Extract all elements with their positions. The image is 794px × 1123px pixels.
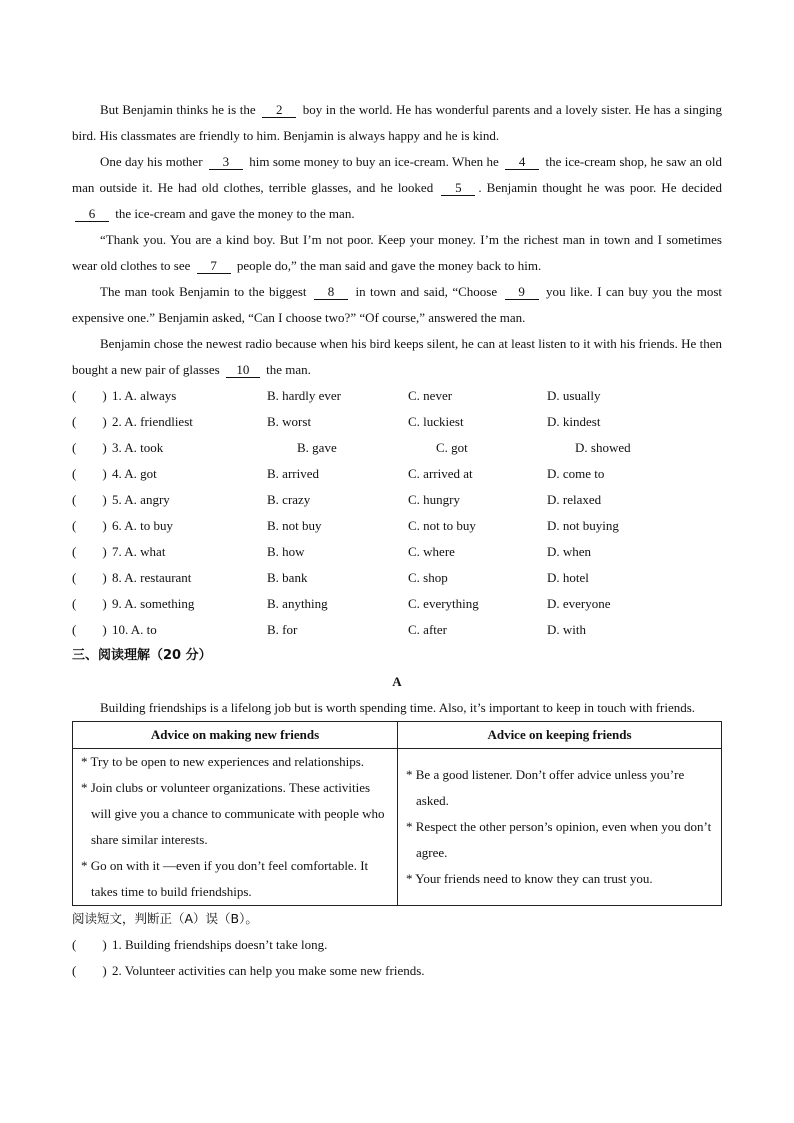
option-b: B. hardly ever	[267, 388, 342, 403]
answer-bracket[interactable]: ( )	[72, 622, 107, 637]
answer-bracket[interactable]: ( )	[72, 570, 107, 585]
question-row	[72, 409, 722, 435]
blank-3: 3	[209, 154, 243, 170]
advice-item: * Try to be open to new experiences and relationships.	[81, 754, 365, 769]
question-row	[72, 565, 722, 591]
answer-bracket[interactable]: ( )	[72, 596, 107, 611]
answer-bracket[interactable]: ( )	[72, 492, 107, 507]
table-header-keeping-friends: Advice on keeping friends	[398, 722, 722, 749]
option-a: 5. A. angry	[112, 492, 170, 507]
option-a: 6. A. to buy	[112, 518, 174, 533]
option-a: 1. A. always	[112, 388, 177, 403]
option-c: C. arrived at	[408, 466, 473, 481]
option-d: D. everyone	[547, 596, 611, 611]
option-c: C. where	[408, 544, 455, 559]
answer-bracket[interactable]: ( )	[72, 518, 107, 533]
blank-6: 6	[75, 206, 109, 222]
blank-4: 4	[505, 154, 539, 170]
option-d: D. not buying	[547, 518, 619, 533]
answer-bracket[interactable]: ( )	[72, 466, 107, 481]
option-d: D. hotel	[547, 570, 589, 585]
option-a: 8. A. restaurant	[112, 570, 192, 585]
section-heading: 三、阅读理解（20 分）	[72, 648, 212, 663]
table-header-making-friends: Advice on making new friends	[73, 722, 398, 749]
option-c: C. luckiest	[408, 414, 464, 429]
reading-intro: Building friendships is a lifelong job but is worth spending time. Also, it’s important to keep in touch with friends.	[100, 700, 696, 715]
answer-bracket[interactable]: ( )	[72, 544, 107, 559]
advice-item: * Respect the other person’s opinion, even when you don’t agree.	[406, 819, 712, 860]
tf-question-row	[72, 932, 722, 958]
option-d: D. relaxed	[547, 492, 602, 507]
question-row	[72, 617, 722, 643]
blank-2: 2	[262, 102, 296, 118]
option-a: 9. A. something	[112, 596, 195, 611]
advice-cell-keeping	[398, 749, 722, 906]
tf-question-text: 2. Volunteer activities can help you make some new friends.	[112, 963, 425, 978]
answer-bracket[interactable]: ( )	[72, 963, 107, 978]
blank-10: 10	[226, 362, 260, 378]
option-b: B. bank	[267, 570, 308, 585]
advice-item: * Your friends need to know they can trust you.	[406, 871, 653, 886]
question-row	[72, 539, 722, 565]
question-row	[72, 435, 722, 461]
option-d: D. with	[547, 622, 586, 637]
passage-paragraph: “Thank you. You are a kind boy. But I’m not poor. Keep your money. I’m the richest man in town and I sometimes wear old clothes to see 7 people do,” the man said and gave the money back to him.	[72, 232, 722, 273]
blank-7: 7	[197, 258, 231, 274]
option-d: D. kindest	[547, 414, 601, 429]
option-d: D. when	[547, 544, 592, 559]
option-d: D. come to	[547, 466, 605, 481]
passage-paragraph: The man took Benjamin to the biggest 8 in town and said, “Choose 9 you like. I can buy you the most expensive one.” Benjamin asked, “Can I choose two?” “Of course,” answered the man.	[72, 284, 722, 325]
option-b: B. gave	[297, 440, 337, 455]
option-c: C. everything	[408, 596, 479, 611]
advice-item: * Be a good listener. Don’t offer advice unless you’re asked.	[406, 767, 685, 808]
answer-bracket[interactable]: ( )	[72, 414, 107, 429]
option-a: 7. A. what	[112, 544, 166, 559]
passage-paragraph: Benjamin chose the newest radio because when his bird keeps silent, he can at least listen to it with his friends. He then bought a new pair of glasses 10 the man.	[72, 336, 722, 377]
option-c: C. never	[408, 388, 453, 403]
option-c: C. shop	[408, 570, 448, 585]
option-b: B. for	[267, 622, 298, 637]
option-c: C. got	[436, 440, 468, 455]
option-a: 4. A. got	[112, 466, 157, 481]
tf-question-text: 1. Building friendships doesn’t take long.	[112, 937, 328, 952]
question-row	[72, 591, 722, 617]
question-row	[72, 513, 722, 539]
advice-table	[72, 721, 722, 906]
advice-item: * Go on with it —even if you don’t feel comfortable. It takes time to build friendships.	[81, 858, 369, 899]
question-row	[72, 487, 722, 513]
option-b: B. crazy	[267, 492, 311, 507]
answer-bracket[interactable]: ( )	[72, 388, 107, 403]
question-row	[72, 461, 722, 487]
option-c: C. not to buy	[408, 518, 476, 533]
blank-8: 8	[314, 284, 348, 300]
question-row	[72, 383, 722, 409]
blank-5: 5	[441, 180, 475, 196]
answer-bracket[interactable]: ( )	[72, 937, 107, 952]
passage-paragraph: But Benjamin thinks he is the 2 boy in the world. He has wonderful parents and a lovely sister. He has a singing bird. His classmates are friendly to him. Benjamin is always happy and he is kind.	[72, 102, 722, 143]
instruction-text: 阅读短文，判断正（A）误（B）。	[72, 911, 258, 926]
option-b: B. arrived	[267, 466, 319, 481]
option-c: C. after	[408, 622, 447, 637]
option-d: D. usually	[547, 388, 601, 403]
option-d: D. showed	[575, 440, 631, 455]
option-a: 3. A. took	[112, 440, 164, 455]
advice-item: * Join clubs or volunteer organizations. These activities will give you a chance to communicate with people who share similar interests.	[81, 780, 385, 847]
answer-bracket[interactable]: ( )	[72, 440, 107, 455]
question-list	[72, 383, 722, 643]
passage-paragraph: One day his mother 3 him some money to buy an ice-cream. When he 4 the ice-cream shop, he saw an old man outside it. He had old clothes, terrible glasses, and he looked 5 . Benjamin thought he was poor. He decided 6 the ice-cream and gave the money to the man.	[72, 154, 722, 221]
option-b: B. how	[267, 544, 305, 559]
passage-label: A	[392, 674, 402, 689]
option-b: B. worst	[267, 414, 312, 429]
tf-question-row	[72, 958, 722, 984]
worksheet-page	[72, 97, 722, 984]
option-b: B. anything	[267, 596, 328, 611]
advice-cell-making	[73, 749, 398, 906]
option-a: 2. A. friendliest	[112, 414, 193, 429]
option-a: 10. A. to	[112, 622, 157, 637]
blank-9: 9	[505, 284, 539, 300]
option-b: B. not buy	[267, 518, 322, 533]
option-c: C. hungry	[408, 492, 460, 507]
